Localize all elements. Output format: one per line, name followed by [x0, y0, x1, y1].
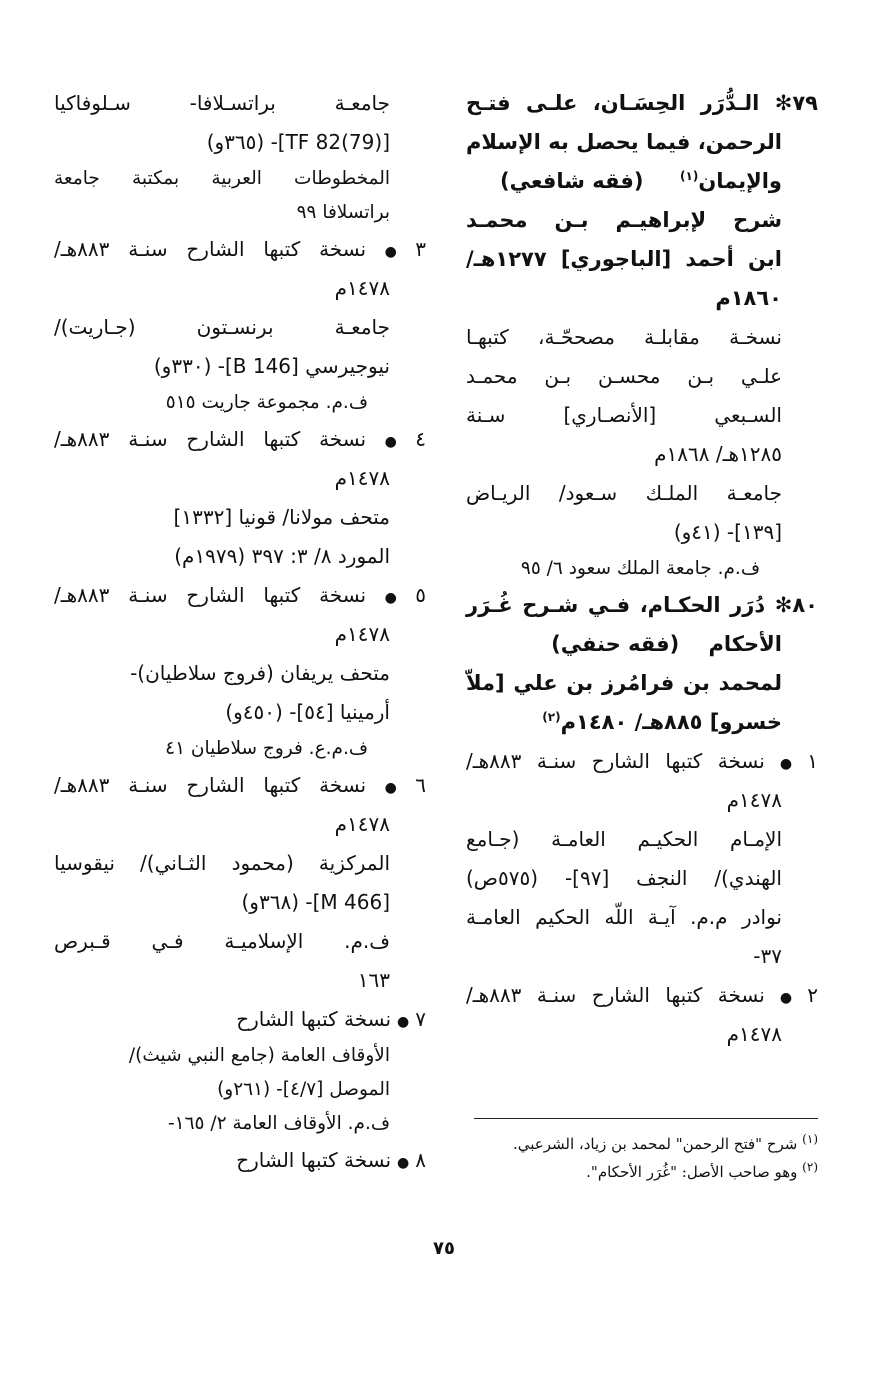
copy-date: ١٤٧٨م — [726, 1022, 782, 1046]
copy-line: [١٣٩]- (٤١و) — [673, 520, 782, 544]
copy-line: ١٢٨٥هـ/ ١٨٦٨م — [654, 442, 782, 466]
copy-detail: جامعـة برنسـتون (جـاريت)/ — [54, 315, 390, 339]
copy-number: ١ — [807, 749, 819, 773]
copy-detail: متحف يريفان (فروج سلاطيان)- — [130, 661, 390, 685]
right-column — [466, 84, 818, 1054]
copy-detail: متحف مولانا/ قونيا [١٣٣٢] — [173, 505, 390, 529]
top-line: [TF 82(79)]- (٣٦٥و) — [206, 130, 390, 154]
top-line: براتسلافا ٩٩ — [296, 202, 390, 223]
copy-number: ٤ — [415, 427, 427, 451]
bullet-icon: ● — [372, 780, 410, 796]
copy-detail: ٣٧- — [753, 944, 782, 968]
entry-80-author-line2: خسرو] ٨٨٥هـ/ ١٤٨٠م$^{(٢)}$ — [542, 710, 782, 734]
copy-date: ١٤٧٨م — [334, 276, 390, 300]
footnote-text: وهو صاحب الأصل: "غُرَر الأحكام". — [586, 1163, 798, 1181]
copy-detail: الأوقاف العامة (جامع النبي شيث)/ — [128, 1045, 390, 1066]
entry-79-title-line2: الرحمن، فيما يحصل به الإسلام — [466, 130, 782, 154]
bullet-icon: ● — [372, 590, 410, 606]
footnotes — [398, 1130, 818, 1186]
copy-number: ٢ — [807, 983, 819, 1007]
copy-detail: ف.م. مجموعة جاريت ٥١٥ — [165, 392, 368, 413]
entry-80-title-line1 — [466, 586, 818, 625]
copy-detail: المورد ٨/ ٣: ٣٩٧ (١٩٧٩م) — [174, 544, 390, 568]
copy-line: جامعـة الملـك سـعود/ الريـاض — [466, 481, 782, 505]
bullet-icon: ● — [397, 1014, 410, 1030]
copy-date: ١٤٧٨م — [334, 622, 390, 646]
entry-79-author-line2: ابن أحمد [الباجوري] ١٢٧٧هـ/ — [466, 247, 782, 271]
entry-80-title-line2: الأحكام (فقه حنفي) — [551, 632, 782, 656]
footnote-number: (١) — [802, 1132, 818, 1146]
copy-number: ٣ — [415, 237, 427, 261]
copy-date: ١٤٧٨م — [334, 812, 390, 836]
copy-detail: الهندي)/ النجف [٩٧]- (٥٧٥ص) — [466, 866, 782, 890]
bullet-icon: ● — [770, 756, 802, 772]
copy-detail: نوادر م.م. آيـة اللّه الحكيم العامـة — [466, 905, 782, 929]
copy-date: ١٤٧٨م — [726, 788, 782, 812]
footnote — [398, 1158, 818, 1186]
copy-number: ٨ — [415, 1148, 426, 1172]
copy-number: ٦ — [415, 773, 427, 797]
footnote-number: (٢) — [802, 1160, 818, 1174]
copy-entry-2: ٢●نسخة كتبها الشارح سنـة ٨٨٣هـ/ — [466, 983, 819, 1007]
entry-title: دُرَر الحكـام، فـي شـرح غُـرَر — [466, 593, 766, 617]
footnote-ref: (١) — [680, 169, 699, 183]
copy-detail: [M 466]- (٣٦٨و) — [241, 890, 390, 914]
top-line: المخطوطات العربية بمكتبة جامعة — [54, 168, 390, 189]
copy-entry-8: ٨●نسخة كتبها الشارح — [236, 1148, 426, 1172]
copy-detail: الموصل [٤/٧]- (٢٦١و) — [217, 1079, 390, 1100]
top-line: جامعـة براتسـلافا- سـلوفاكيا — [54, 91, 390, 115]
copy-line: علـي بـن محسـن بـن محمـد — [466, 364, 782, 388]
copy-date: ١٤٧٨م — [334, 466, 390, 490]
copy-entry-1: ١●نسخة كتبها الشارح سنـة ٨٨٣هـ/ — [466, 749, 819, 773]
bullet-icon: ● — [372, 244, 410, 260]
entry-number: ٨٠ — [792, 593, 818, 617]
subject-label: (فقه شافعي) — [499, 169, 644, 193]
entry-80-author-line1: لمحمد بن فرامُرز بن علي [ملاّ — [466, 671, 782, 695]
entry-79-author-line3: ١٨٦٠م — [715, 286, 782, 310]
subject-label: (فقه حنفي) — [551, 632, 680, 656]
copy-entry-6: ٦●نسخة كتبها الشارح سنـة ٨٨٣هـ/ — [54, 773, 427, 797]
copy-entry-5: ٥●نسخة كتبها الشارح سنـة ٨٨٣هـ/ — [54, 583, 427, 607]
copy-line: السـبعي [الأنصـاري] سـنة — [466, 403, 782, 427]
copy-detail: ف.م.ع. فروج سلاطيان ٤١ — [165, 738, 368, 759]
copy-detail: ف.م. الأوقاف العامة ٢/ ١٦٥- — [167, 1113, 390, 1134]
footnote-divider — [474, 1118, 818, 1119]
copy-detail: نيوجيرسي [B 146]- (٣٣٠و) — [153, 354, 390, 378]
star-icon: ✻ — [774, 91, 793, 115]
bullet-icon: ● — [770, 990, 802, 1006]
footnote — [398, 1130, 818, 1158]
copy-detail: ١٦٣ — [357, 968, 390, 992]
copy-number: ٧ — [415, 1007, 426, 1031]
entry-title: الـدُّرَر الحِسَـان، علـى فتـح — [466, 91, 760, 115]
copy-entry-7: ٧●نسخة كتبها الشارح — [236, 1007, 426, 1031]
copy-detail: ف.م. الإسلاميـة فـي قـبرص — [54, 929, 390, 953]
copy-line: ف.م. جامعة الملك سعود ٦/ ٩٥ — [520, 558, 760, 579]
entry-79-title-line1 — [466, 84, 818, 123]
entry-79-author-line1: شرح لإبراهيـم بـن محمـد — [466, 208, 782, 232]
star-icon: ✻ — [774, 593, 793, 617]
entry-number: ٧٩ — [792, 91, 818, 115]
entry-79-title-line3: والإيمان$^{(١)}$ (فقه شافعي) — [499, 169, 782, 193]
copy-entry-4: ٤●نسخة كتبها الشارح سنـة ٨٨٣هـ/ — [54, 427, 427, 451]
copy-detail: الإمـام الحكيـم العامـة (جـامع — [466, 827, 782, 851]
bullet-icon: ● — [372, 434, 410, 450]
copy-detail: أرمينيا [٥٤]- (٤٥٠و) — [225, 700, 390, 724]
left-column — [54, 84, 426, 1180]
copy-entry-3: ٣●نسخة كتبها الشارح سنـة ٨٨٣هـ/ — [54, 237, 427, 261]
page-number: ٧٥ — [433, 1238, 455, 1259]
footnote-text: شرح "فتح الرحمن" لمحمد بن زياد، الشرعبي. — [512, 1135, 798, 1153]
copy-number: ٥ — [415, 583, 427, 607]
footnote-ref: (٢) — [542, 710, 561, 724]
copy-line: نسخـة مقابلـة مصححّـة، كتبهـا — [466, 325, 782, 349]
bullet-icon: ● — [397, 1155, 410, 1171]
copy-detail: المركزية (محمود الثـاني)/ نيقوسيا — [54, 851, 390, 875]
